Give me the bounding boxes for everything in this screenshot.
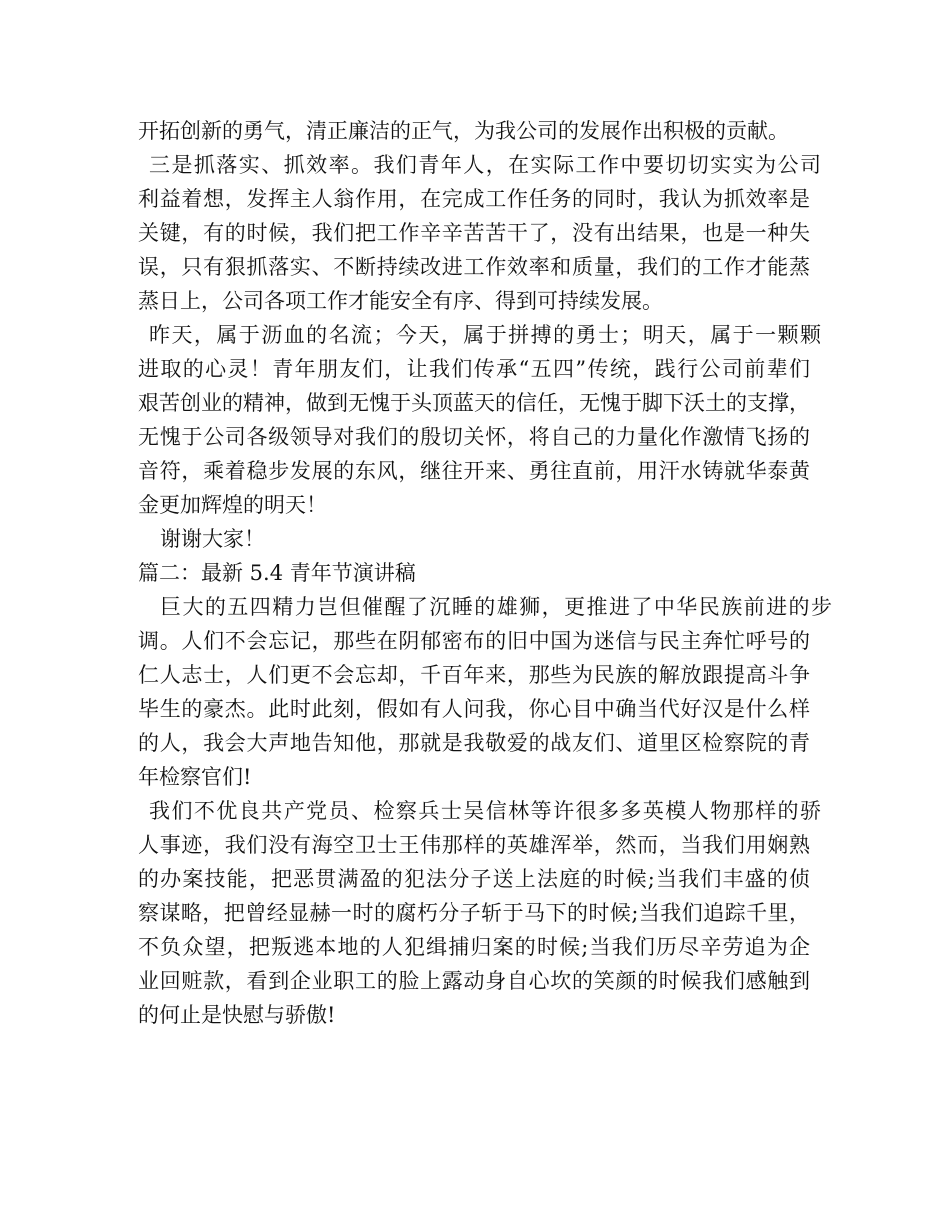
text-line: 人事迹，我们没有海空卫士王伟那样的英雄浑举，然而，当我们用娴熟 xyxy=(138,833,810,857)
document-body xyxy=(138,114,838,1032)
text-line: 金更加辉煌的明天！ xyxy=(138,493,327,517)
text-line: 调。人们不会忘记，那些在阴郁密布的旧中国为迷信与民主奔忙呼号的 xyxy=(138,629,810,653)
text-line: 毕生的豪杰。此时此刻，假如有人问我，你心目中确当代好汉是什么样 xyxy=(138,697,810,721)
text-line: 开拓创新的勇气，清正廉洁的正气，为我公司的发展作出积极的贡献。 xyxy=(138,119,789,143)
section-heading: 篇二：最新 5.4 青年节演讲稿 xyxy=(138,561,416,585)
text-line: 误，只有狠抓落实、不断持续改进工作效率和质量，我们的工作才能蒸 xyxy=(138,255,810,279)
text-line: 音符，乘着稳步发展的东风，继往开来、勇往直前，用汗水铸就华泰黄 xyxy=(138,459,810,483)
text-line: 仁人志士，人们更不会忘却，千百年来，那些为民族的解放跟提高斗争 xyxy=(138,663,810,687)
text-line: 年检察官们! xyxy=(138,765,252,789)
text-line: 巨大的五四精力岂但催醒了沉睡的雄狮，更推进了中华民族前进的步 xyxy=(160,595,832,619)
text-line: 的人，我会大声地告知他，那就是我敬爱的战友们、道里区检察院的青 xyxy=(138,731,810,755)
text-line: 进取的心灵！青年朋友们，让我们传承“五四”传统，践行公司前辈们 xyxy=(138,357,810,381)
text-line: 我们不优良共产党员、检察兵士吴信林等许很多多英模人物那样的骄 xyxy=(149,799,821,823)
text-line: 不负众望，把叛逃本地的人犯缉捕归案的时候;当我们历尽辛劳追为企 xyxy=(138,935,810,959)
text-line: 谢谢大家！ xyxy=(160,527,265,551)
text-line: 察谋略，把曾经显赫一时的腐朽分子斩于马下的时候;当我们追踪千里， xyxy=(138,901,810,925)
text-line: 无愧于公司各级领导对我们的殷切关怀，将自己的力量化作激情飞扬的 xyxy=(138,425,810,449)
text-line: 关键，有的时候，我们把工作辛辛苦苦干了，没有出结果，也是一种失 xyxy=(138,221,810,245)
text-line: 蒸日上，公司各项工作才能安全有序、得到可持续发展。 xyxy=(138,289,663,313)
text-line: 的何止是快慰与骄傲! xyxy=(138,1003,336,1027)
text-line: 昨天，属于沥血的名流；今天，属于拼搏的勇士；明天，属于一颗颗 xyxy=(149,323,821,347)
text-line: 艰苦创业的精神，做到无愧于头顶蓝天的信任，无愧于脚下沃土的支撑， xyxy=(138,391,810,415)
text-line: 的办案技能，把恶贯满盈的犯法分子送上法庭的时候;当我们丰盛的侦 xyxy=(138,867,810,891)
text-line: 利益着想，发挥主人翁作用，在完成工作任务的同时，我认为抓效率是 xyxy=(138,187,810,211)
text-line: 三是抓落实、抓效率。我们青年人，在实际工作中要切切实实为公司 xyxy=(149,153,821,177)
text-line: 业回赃款，看到企业职工的脸上露动身自心坎的笑颜的时候我们感触到 xyxy=(138,969,810,993)
